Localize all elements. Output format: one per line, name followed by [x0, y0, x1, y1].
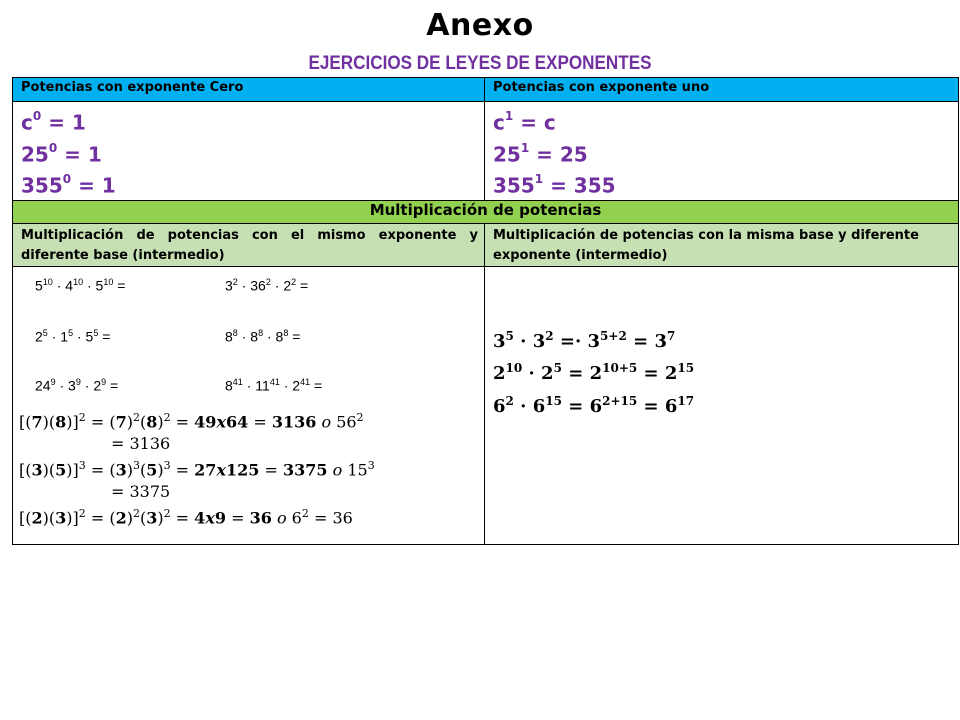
same-base-subheader: Multiplicación de potencias con la misma base y diferente exponente (intermedio)	[485, 223, 959, 266]
exercise-item: $3^2 \cdot 36^2 \cdot 2^2$ =	[225, 276, 309, 294]
equation-continuation: = 3375	[111, 481, 171, 501]
same-base-equation: $3^5 \cdot 3^2 =\cdot 3^{5+2} = 3^7$	[493, 328, 676, 352]
page-subtitle: EJERCICIOS DE LEYES DE EXPONENTES	[308, 53, 652, 74]
same-base-exercises	[485, 266, 959, 544]
exercise-item: $24^9 \cdot 3^9 \cdot 2^9$ =	[35, 376, 119, 394]
equation-continuation: = 3136	[111, 433, 171, 453]
zero-exponent-line: $c^0 = 1$	[21, 109, 86, 135]
exercise-item: $2^5 \cdot 1^5 \cdot 5^5$ =	[35, 327, 111, 345]
multiplication-header: Multiplicación de potencias	[13, 200, 959, 223]
exercise-item: $8^{41} \cdot 11^{41} \cdot 2^{41}$ =	[225, 376, 323, 394]
zero-exponent-line: $25^0 = 1$	[21, 140, 102, 167]
worked-equation: $[(3)(5)]^3 = (3)^3(5)^3 = 27x125 = 3375$ o $15^3$	[19, 458, 375, 480]
zero-exponent-line: $355^0 = 1$	[21, 172, 116, 198]
one-exponent-line: $c^1 = c$	[493, 109, 556, 135]
one-exponent-line: $355^1 = 355$	[493, 172, 616, 198]
worked-equation: $[(7)(8)]^2 = (7)^2(8)^2 = 49x64 = 3136$ o $56^2$	[19, 410, 364, 432]
zero-exponent-examples	[13, 102, 485, 201]
worked-equation: $[(2)(3)]^2 = (2)^2(3)^2 = 4x9 = 36$ o $6^2 = 36$	[19, 506, 353, 528]
same-base-equation: $6^2 \cdot 6^{15} = 6^{2+15} = 6^{17}$	[493, 393, 695, 417]
one-exponent-examples	[485, 102, 959, 201]
one-exponent-header: Potencias con exponente uno	[485, 78, 959, 102]
same-exponent-exercises	[13, 266, 485, 544]
exercise-item: $8^8 \cdot 8^8 \cdot 8^8$ =	[225, 327, 301, 345]
page-title: Anexo	[426, 8, 534, 43]
one-exponent-line: $25^1 = 25$	[493, 140, 588, 167]
same-exponent-subheader: Multiplicación de potencias con el mismo exponente y diferente base (intermedio)	[13, 223, 485, 266]
same-base-equation: $2^{10} \cdot 2^5 = 2^{10+5} = 2^{15}$	[493, 360, 695, 384]
exercise-table	[12, 77, 959, 545]
exercise-item: $5^{10} \cdot 4^{10} \cdot 5^{10}$ =	[35, 276, 126, 294]
zero-exponent-header: Potencias con exponente Cero	[13, 78, 485, 102]
